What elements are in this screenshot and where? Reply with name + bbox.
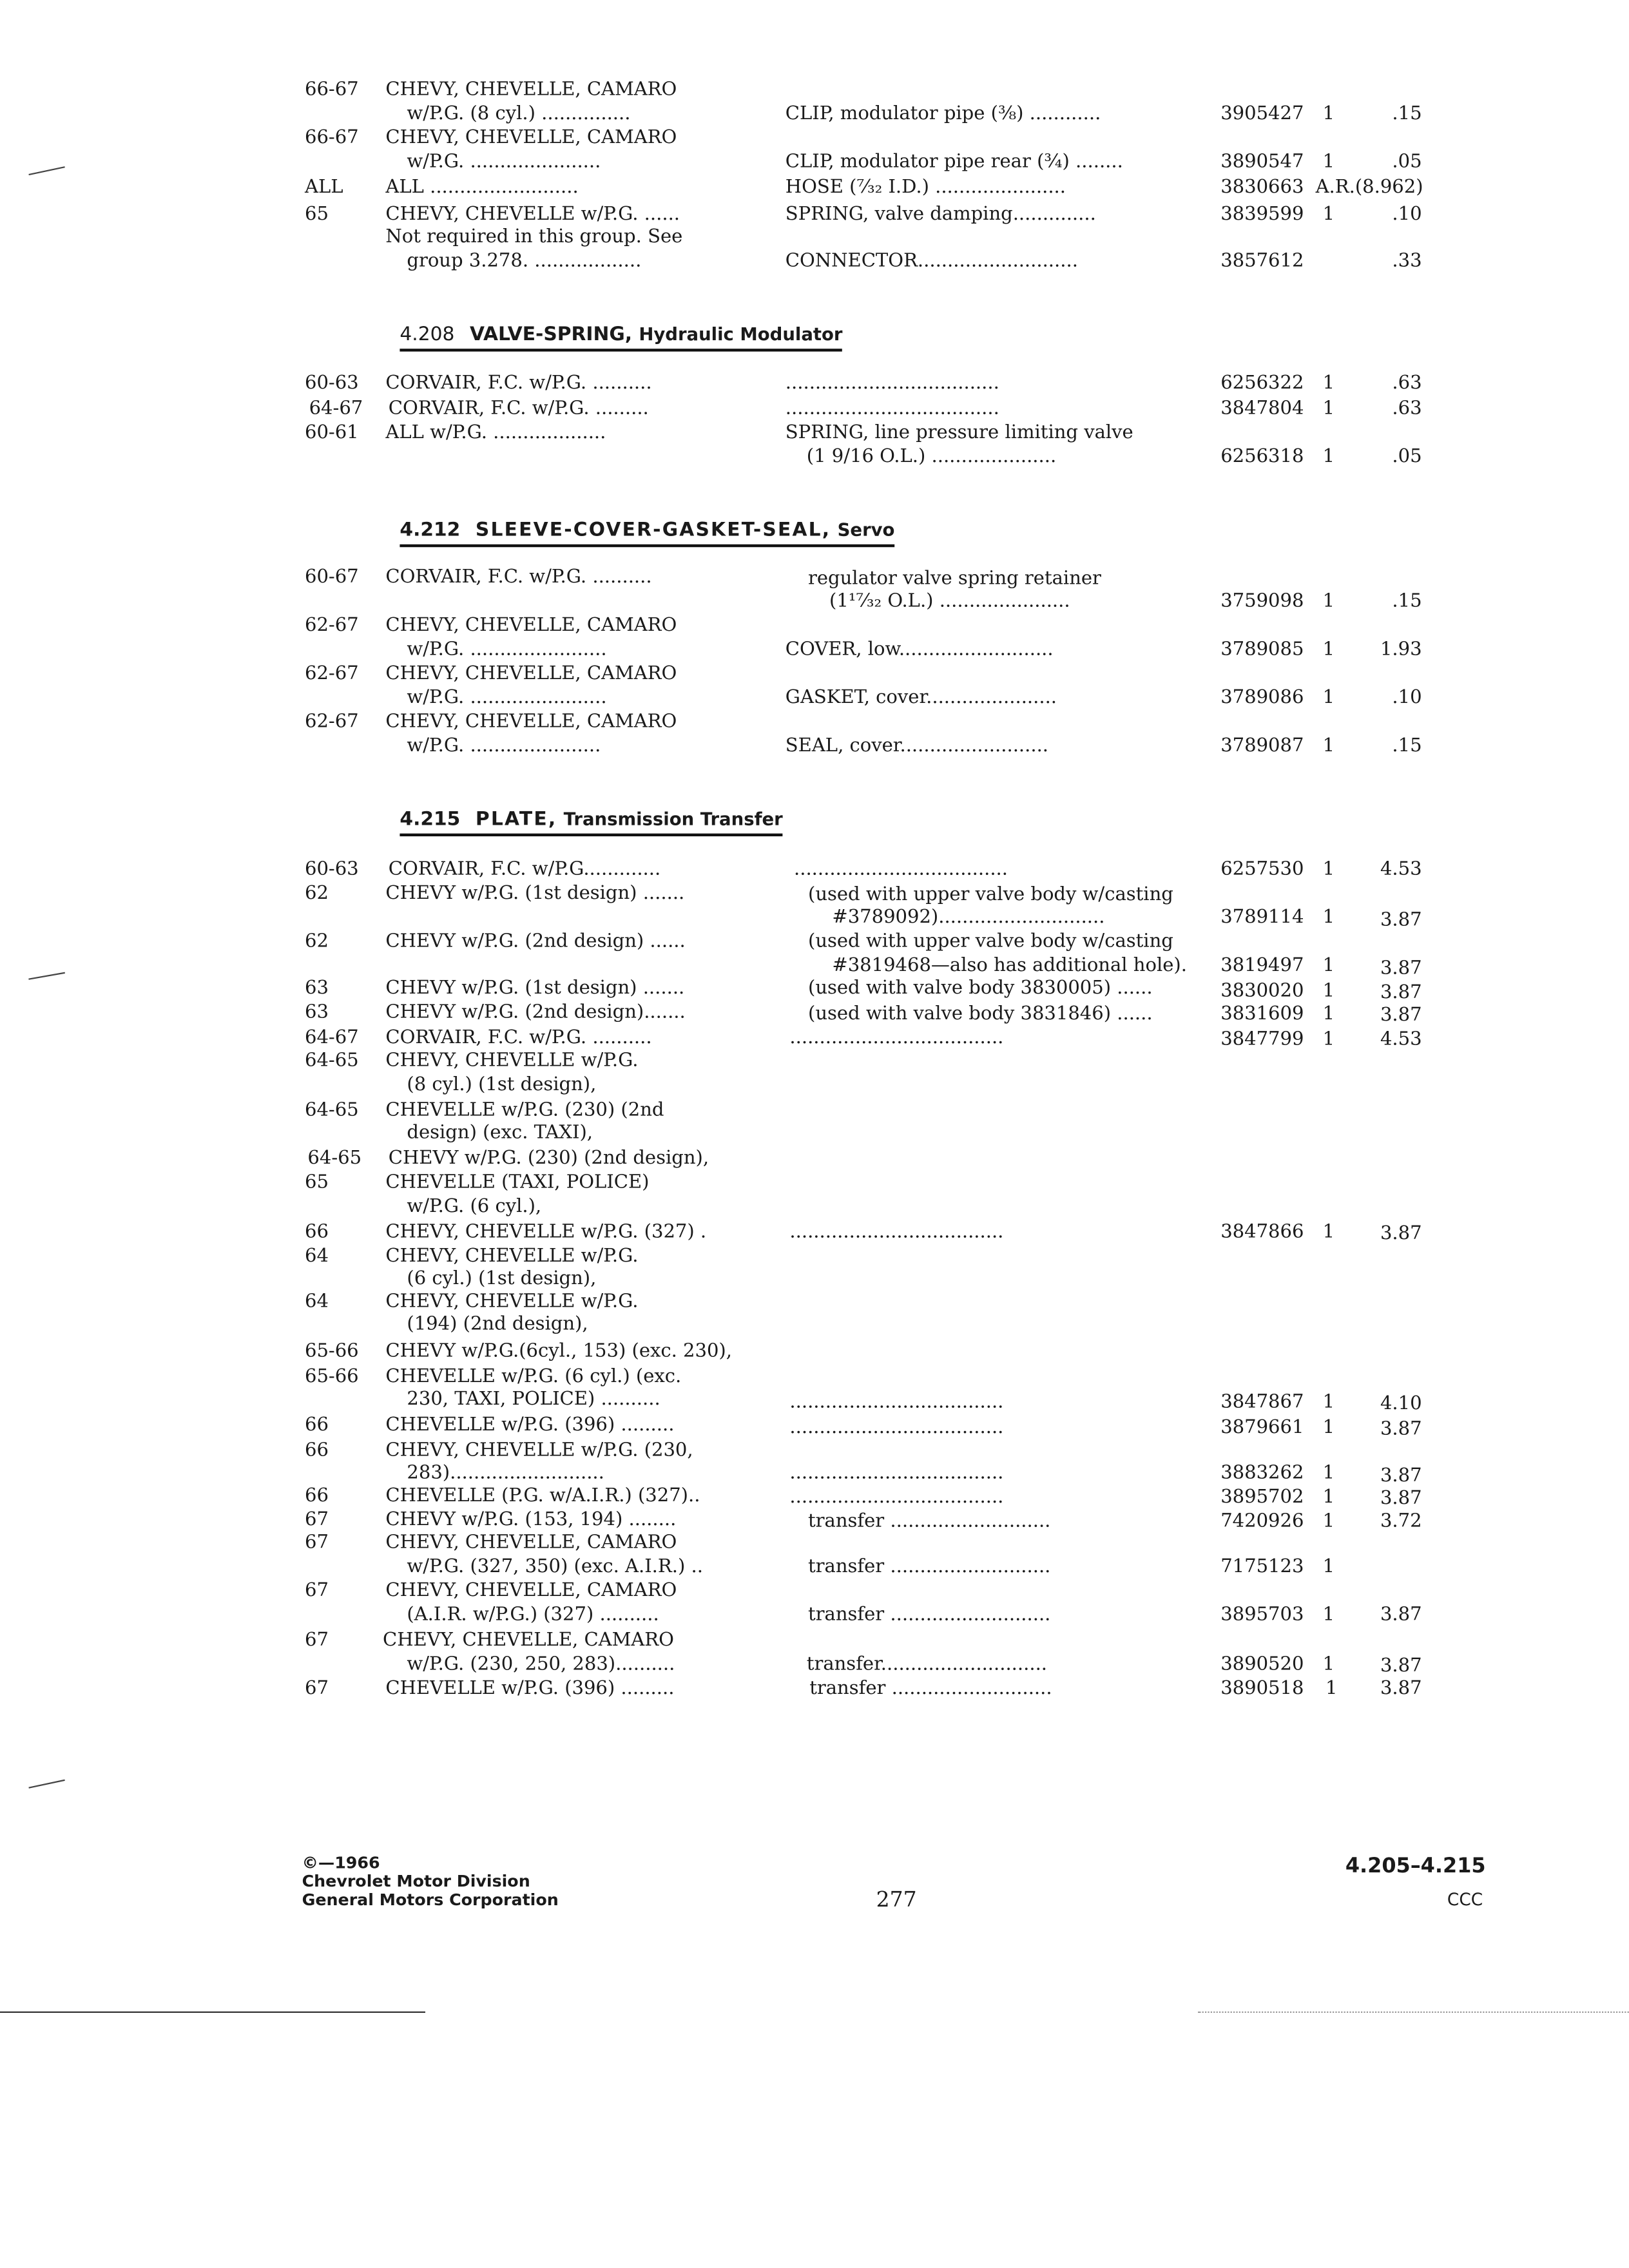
price-cell: .10: [1392, 204, 1422, 226]
quantity-cell: 1: [1322, 447, 1335, 468]
part-number-cell: 3847804: [1220, 398, 1304, 420]
year-cell: 65-66: [305, 1366, 359, 1388]
part-number-cell: 7175123: [1220, 1556, 1304, 1578]
part-number-cell: 3789086: [1220, 687, 1304, 709]
price-cell: 3.87: [1380, 1655, 1422, 1677]
year-cell: 64-67: [305, 1028, 359, 1049]
model-cell: ALL w/P.G. ...................: [385, 422, 606, 444]
year-cell: 62: [305, 931, 329, 953]
description-cell: CLIP, modulator pipe rear (¾) ........: [785, 151, 1123, 173]
description-cell: ....................................: [789, 1028, 1004, 1049]
price-cell: 3.87: [1380, 1223, 1422, 1245]
quantity-cell: 1: [1322, 1003, 1335, 1025]
model-cell: CHEVY, CHEVELLE, CAMARO: [385, 128, 677, 149]
section-heading: [400, 323, 842, 352]
part-number-cell: 6256322: [1220, 372, 1304, 394]
model-cell: CHEVY, CHEVELLE w/P.G.: [385, 1050, 639, 1072]
year-cell: 64-67: [309, 398, 363, 420]
year-cell: 66: [305, 1485, 329, 1507]
model-cell: CHEVELLE (P.G. w/A.I.R.) (327)..: [385, 1485, 700, 1507]
part-number-cell: 3830020: [1220, 981, 1304, 1003]
year-cell: 65: [305, 204, 329, 226]
year-cell: 67: [305, 1532, 329, 1554]
part-number-cell: 3789087: [1220, 735, 1304, 757]
year-cell: ALL: [305, 177, 343, 198]
model-cell-cont: 283)..........................: [407, 1463, 604, 1485]
price-cell: 3.72: [1380, 1511, 1422, 1533]
quantity-cell: 1: [1322, 372, 1335, 394]
model-cell-cont: w/P.G. .......................: [407, 639, 607, 661]
model-cell-cont: w/P.G. (327, 350) (exc. A.I.R.) ..: [407, 1556, 703, 1578]
part-number-cell: 3847866: [1220, 1222, 1304, 1244]
quantity-cell: 1: [1322, 1418, 1335, 1439]
section-heading: [400, 808, 782, 836]
quantity-cell: 1: [1322, 1222, 1335, 1244]
model-cell-cont: (A.I.R. w/P.G.) (327) ..........: [407, 1604, 659, 1626]
price-cell: 3.87: [1380, 1604, 1422, 1626]
quantity-cell: 1: [1322, 103, 1335, 125]
part-number-cell: 7420926: [1220, 1511, 1304, 1533]
catalog-code: CCC: [1447, 1889, 1483, 1910]
part-number-cell: 3857612: [1220, 251, 1304, 273]
quantity-cell: 1: [1322, 859, 1335, 881]
price-cell: 3.87: [1380, 982, 1422, 1004]
description-cell: GASKET, cover......................: [785, 687, 1057, 709]
section-heading: [400, 519, 894, 547]
model-cell: CORVAIR, F.C. w/P.G. ..........: [385, 1028, 652, 1049]
division-text: Chevrolet Motor Division: [302, 1871, 530, 1891]
quantity-cell: 1: [1322, 1392, 1335, 1414]
description-cell: ....................................: [785, 398, 999, 420]
description-cell: SEAL, cover.........................: [785, 735, 1049, 757]
price-cell: .10: [1392, 687, 1422, 709]
description-cell: SPRING, line pressure limiting valve: [785, 422, 1133, 444]
year-cell: 64: [305, 1245, 329, 1267]
model-cell-cont: w/P.G. (8 cyl.) ...............: [407, 103, 631, 125]
price-cell: 4.53: [1380, 859, 1422, 881]
year-cell: 66: [305, 1414, 329, 1436]
price-cell: .63: [1392, 372, 1422, 394]
quantity-cell: 1: [1322, 1654, 1335, 1676]
part-number-cell: 3839599: [1220, 204, 1304, 226]
price-cell: .63: [1392, 398, 1422, 420]
model-cell-cont: group 3.278. ..................: [407, 251, 642, 273]
price-cell: 3.87: [1380, 1465, 1422, 1487]
section-number: 4.208: [400, 323, 455, 346]
year-cell: 66-67: [305, 79, 359, 101]
model-cell-cont: (8 cyl.) (1st design),: [407, 1074, 597, 1096]
part-number-cell: 3819497: [1220, 955, 1304, 977]
description-cell: transfer............................: [806, 1654, 1048, 1676]
year-cell: 67: [305, 1581, 329, 1602]
model-cell: CHEVY w/P.G. (230) (2nd design),: [388, 1148, 709, 1169]
section-subtitle: Servo: [837, 519, 895, 541]
copyright-text: ©—1966: [302, 1852, 380, 1873]
description-cell: ....................................: [785, 372, 999, 394]
model-cell-cont: w/P.G. ......................: [407, 735, 601, 757]
model-cell: CHEVY, CHEVELLE w/P.G.: [385, 1245, 639, 1267]
quantity-cell: 1: [1322, 639, 1335, 661]
section-subtitle: Transmission Transfer: [563, 808, 783, 829]
year-cell: 62: [305, 883, 329, 905]
part-number-cell: 6257530: [1220, 859, 1304, 881]
year-cell: 62-67: [305, 663, 359, 685]
model-cell: CHEVY w/P.G. (1st design) .......: [385, 978, 685, 999]
quantity-cell: 1: [1322, 204, 1335, 226]
description-cell: transfer ...........................: [808, 1556, 1051, 1578]
part-number-cell: 3847867: [1220, 1392, 1304, 1414]
bottom-rule: [0, 2012, 425, 2013]
model-cell: CHEVY, CHEVELLE, CAMARO: [385, 711, 677, 733]
model-cell-cont: (194) (2nd design),: [407, 1314, 588, 1336]
corporation-text: General Motors Corporation: [302, 1889, 559, 1910]
section-title: PLATE,: [475, 808, 557, 831]
year-cell: 66-67: [305, 128, 359, 149]
bottom-rule: [1198, 2012, 1629, 2013]
year-cell: 64-65: [305, 1050, 359, 1072]
margin-mark: [28, 1780, 64, 1789]
description-cell: ....................................: [794, 859, 1008, 881]
quantity-cell: 1: [1325, 1678, 1338, 1700]
price-cell: 4.10: [1380, 1393, 1422, 1415]
description-cell: ....................................: [789, 1222, 1004, 1244]
model-cell: CHEVELLE w/P.G. (230) (2nd: [385, 1100, 664, 1122]
group-range: 4.205–4.215: [1345, 1855, 1486, 1878]
year-cell: 64-65: [307, 1148, 362, 1169]
description-cell-cont: (1¹⁷⁄₃₂ O.L.) ......................: [829, 591, 1070, 613]
price-cell: .15: [1392, 735, 1422, 757]
description-cell-cont: #3819468—also has additional hole).: [832, 955, 1187, 977]
model-cell: Not required in this group. See: [385, 227, 683, 248]
price-cell: 3.87: [1380, 910, 1422, 932]
price-cell: .15: [1392, 103, 1422, 125]
quantity-cell: 1: [1322, 1463, 1335, 1485]
description-cell: CONNECTOR...........................: [785, 251, 1078, 273]
year-cell: 65: [305, 1172, 329, 1194]
part-number-cell: 3883262: [1220, 1463, 1304, 1485]
price-cell: 4.53: [1380, 1029, 1422, 1051]
description-cell: transfer ...........................: [808, 1511, 1051, 1533]
description-cell: ....................................: [789, 1418, 1004, 1439]
description-cell: (used with upper valve body w/casting: [808, 931, 1173, 953]
part-number-cell: 3830663: [1220, 177, 1304, 198]
model-cell: CHEVELLE w/P.G. (6 cyl.) (exc.: [385, 1366, 682, 1388]
description-cell: CLIP, modulator pipe (⅜) ............: [785, 103, 1101, 125]
part-number-cell: 3890518: [1220, 1678, 1304, 1700]
price-cell: 3.87: [1380, 1004, 1422, 1026]
model-cell: CHEVY, CHEVELLE w/P.G. ......: [385, 204, 680, 226]
model-cell: CHEVY w/P.G. (1st design) .......: [385, 883, 685, 905]
model-cell-cont: w/P.G. (6 cyl.),: [407, 1196, 542, 1218]
model-cell: CHEVY w/P.G. (2nd design).......: [385, 1002, 686, 1024]
model-cell-cont: 230, TAXI, POLICE) ..........: [407, 1389, 660, 1410]
year-cell: 66: [305, 1222, 329, 1244]
description-cell: (used with upper valve body w/casting: [808, 884, 1173, 906]
description-cell: ....................................: [789, 1392, 1004, 1414]
part-number-cell: 3847799: [1220, 1029, 1304, 1051]
year-cell: 60-63: [305, 372, 359, 394]
year-cell: 60-67: [305, 567, 359, 588]
model-cell-cont: w/P.G. ......................: [407, 151, 601, 173]
quantity-cell: 1: [1322, 955, 1335, 977]
quantity-cell: 1: [1322, 687, 1335, 709]
part-number-cell: 3905427: [1220, 103, 1304, 125]
model-cell-cont: (6 cyl.) (1st design),: [407, 1269, 597, 1290]
part-number-cell: 3879661: [1220, 1418, 1304, 1439]
page-number: 277: [876, 1887, 917, 1912]
description-cell: transfer ...........................: [808, 1604, 1051, 1626]
price-cell: .05: [1392, 151, 1422, 173]
model-cell-cont: design) (exc. TAXI),: [407, 1122, 593, 1144]
model-cell-cont: w/P.G. (230, 250, 283)..........: [407, 1654, 675, 1676]
part-number-cell: 3895703: [1220, 1604, 1304, 1626]
model-cell: ALL .........................: [385, 177, 579, 198]
price-cell: .15: [1392, 591, 1422, 613]
part-number-cell: 3831609: [1220, 1003, 1304, 1025]
description-cell: ....................................: [789, 1486, 1004, 1508]
year-cell: 66: [305, 1440, 329, 1462]
year-cell: 65-66: [305, 1341, 359, 1363]
section-number: 4.212: [400, 519, 461, 542]
year-cell: 64-65: [305, 1100, 359, 1122]
description-cell-cont: (1 9/16 O.L.) .....................: [806, 447, 1057, 468]
part-number-cell: 3789085: [1220, 639, 1304, 661]
description-cell: ....................................: [789, 1463, 1004, 1485]
model-cell: CHEVELLE (TAXI, POLICE): [385, 1172, 650, 1194]
part-number-cell: 3890547: [1220, 151, 1304, 173]
model-cell: CHEVELLE w/P.G. (396) .........: [385, 1414, 675, 1436]
quantity-cell: 1: [1322, 907, 1335, 928]
model-cell: CHEVY, CHEVELLE, CAMARO: [385, 1532, 677, 1554]
year-cell: 64: [305, 1291, 329, 1313]
section-title: VALVE-SPRING,: [469, 323, 632, 346]
description-cell: COVER, low..........................: [785, 639, 1054, 661]
year-cell: 67: [305, 1510, 329, 1531]
description-cell: (used with valve body 3830005) ......: [808, 978, 1153, 999]
quantity-cell: 1: [1322, 735, 1335, 757]
year-cell: 67: [305, 1630, 329, 1651]
model-cell: CHEVY, CHEVELLE w/P.G. (230,: [385, 1440, 693, 1462]
quantity-cell: 1: [1322, 151, 1335, 173]
price-cell: 3.87: [1380, 958, 1422, 980]
quantity-cell: 1: [1322, 398, 1335, 420]
description-cell: (used with valve body 3831846) ......: [808, 1003, 1153, 1025]
year-cell: 63: [305, 1002, 329, 1024]
model-cell: CORVAIR, F.C. w/P.G. ..........: [385, 567, 652, 588]
description-cell: regulator valve spring retainer: [808, 568, 1101, 590]
quantity-cell: 1: [1322, 591, 1335, 613]
quantity-cell: 1: [1322, 1556, 1335, 1578]
quantity-cell: 1: [1322, 1511, 1335, 1533]
quantity-cell: 1: [1322, 981, 1335, 1003]
model-cell: CHEVY w/P.G. (2nd design) ......: [385, 931, 686, 953]
section-subtitle: Hydraulic Modulator: [639, 323, 843, 345]
year-cell: 63: [305, 978, 329, 999]
year-cell: 62-67: [305, 615, 359, 637]
section-title: SLEEVE-COVER-GASKET-SEAL,: [475, 519, 831, 542]
model-cell: CHEVY w/P.G. (153, 194) ........: [385, 1510, 677, 1531]
price-cell: .05: [1392, 447, 1422, 468]
part-number-cell: 6256318: [1220, 447, 1304, 468]
model-cell: CORVAIR, F.C. w/P.G.............: [388, 859, 661, 881]
model-cell: CHEVY, CHEVELLE, CAMARO: [383, 1630, 674, 1651]
model-cell: CHEVY, CHEVELLE, CAMARO: [385, 663, 677, 685]
year-cell: 67: [305, 1678, 329, 1700]
price-cell: 3.87: [1380, 1488, 1422, 1510]
description-cell: transfer ...........................: [809, 1678, 1052, 1700]
year-cell: 60-63: [305, 859, 359, 881]
year-cell: 62-67: [305, 711, 359, 733]
quantity-cell: 1: [1322, 1604, 1335, 1626]
year-cell: 60-61: [305, 422, 359, 444]
model-cell: CHEVY, CHEVELLE w/P.G.: [385, 1291, 639, 1313]
model-cell: CORVAIR, F.C. w/P.G. .........: [388, 398, 649, 420]
price-cell: 1.93: [1380, 639, 1422, 661]
quantity-cell: A.R.(8.962): [1315, 177, 1423, 198]
description-cell: SPRING, valve damping..............: [785, 204, 1096, 226]
model-cell: CHEVELLE w/P.G. (396) .........: [385, 1678, 675, 1700]
description-cell: HOSE (⁷⁄₃₂ I.D.) ......................: [785, 177, 1066, 198]
part-number-cell: 3890520: [1220, 1654, 1304, 1676]
part-number-cell: 3789114: [1220, 907, 1304, 928]
price-cell: .33: [1392, 251, 1422, 273]
model-cell: CORVAIR, F.C. w/P.G. ..........: [385, 372, 652, 394]
quantity-cell: 1: [1322, 1486, 1335, 1508]
model-cell-cont: w/P.G. .......................: [407, 687, 607, 709]
quantity-cell: 1: [1322, 1029, 1335, 1051]
section-number: 4.215: [400, 808, 461, 831]
model-cell: CHEVY, CHEVELLE, CAMARO: [385, 615, 677, 637]
model-cell: CHEVY, CHEVELLE, CAMARO: [385, 1581, 677, 1602]
model-cell: CHEVY, CHEVELLE, CAMARO: [385, 79, 677, 101]
margin-mark: [28, 166, 64, 175]
description-cell-cont: #3789092)............................: [832, 907, 1105, 928]
price-cell: 3.87: [1380, 1678, 1422, 1700]
part-number-cell: 3759098: [1220, 591, 1304, 613]
model-cell: CHEVY, CHEVELLE w/P.G. (327) .: [385, 1222, 707, 1244]
part-number-cell: 3895702: [1220, 1486, 1304, 1508]
model-cell: CHEVY w/P.G.(6cyl., 153) (exc. 230),: [385, 1341, 732, 1363]
price-cell: 3.87: [1380, 1419, 1422, 1441]
margin-mark: [28, 972, 65, 980]
